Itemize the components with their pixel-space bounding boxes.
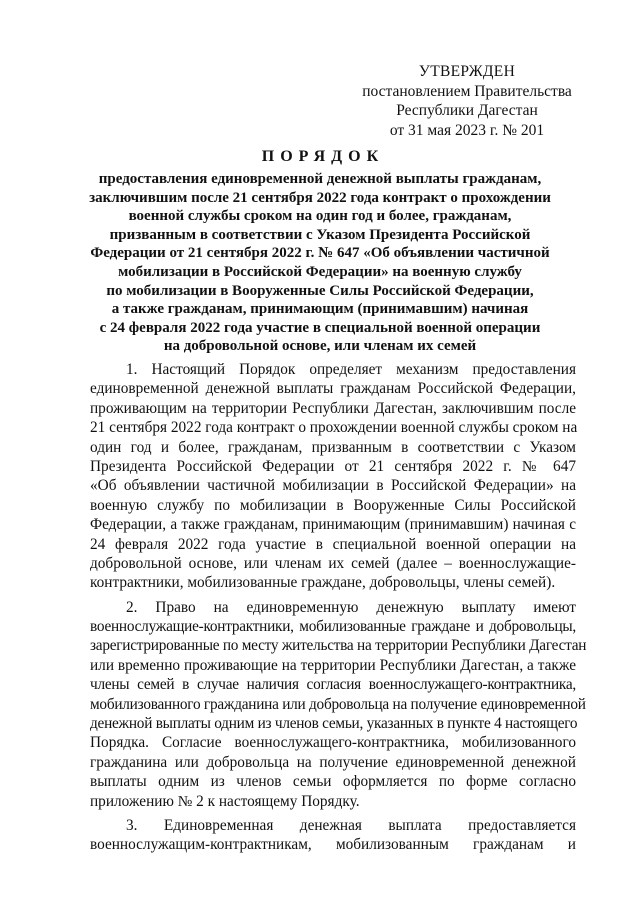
approval-line: Республики Дагестан bbox=[396, 102, 538, 119]
approval-stamp bbox=[362, 62, 572, 140]
paragraph-line: Федерации, а также гражданам, принимающим (принимавшим) начиная с bbox=[90, 516, 576, 534]
paragraph-line: выплаты одним из членов семьи оформляется по форме согласно bbox=[90, 773, 576, 791]
paragraph-line: военнослужащие-контрактники, мобилизованные граждане и добровольцы, bbox=[90, 618, 576, 636]
subtitle-line: заключившим после 21 сентября 2022 года контракт о прохождении bbox=[89, 189, 551, 206]
paragraph-line: «Об объявлении частичной мобилизации в Российской Федерации» на bbox=[90, 477, 576, 495]
document-body bbox=[90, 360, 587, 855]
paragraph-line: приложению № 2 к настоящему Порядку. bbox=[90, 792, 360, 810]
paragraph-line: Порядка. Согласие военнослужащего-контрактника, мобилизованного bbox=[90, 734, 576, 752]
paragraph-line: гражданина или добровольца на получение единовременной денежной bbox=[90, 753, 576, 771]
subtitle-line: на добровольной основе, или членам их семей bbox=[163, 338, 477, 355]
subtitle-line: предоставления единовременной денежной выплаты гражданам, bbox=[98, 171, 542, 187]
subtitle-line: а также гражданам, принимающим (принимавшим) начиная bbox=[111, 301, 529, 318]
paragraph-line: контрактники, мобилизованные граждане, добровольцы, члены семей). bbox=[90, 574, 556, 592]
subtitle-line: мобилизации в Российской Федерации» на военную службу bbox=[118, 263, 522, 280]
paragraph-line: один год и более, гражданам, призванным в соответствии с Указом bbox=[90, 438, 576, 456]
paragraph-line: денежной выплаты одним из членов семьи, указанных в пункте 4 настоящего bbox=[90, 715, 578, 733]
paragraph-line: члены семей в случае наличия согласия военнослужащего-контрактника, bbox=[90, 676, 576, 694]
subtitle-line: военной службы сроком на один год и более, гражданам, bbox=[128, 208, 512, 225]
document-subtitle bbox=[80, 170, 560, 356]
subtitle-line: по мобилизации в Вооруженные Силы Российской Федерации, bbox=[106, 282, 534, 299]
paragraph-line: 3. Единовременная денежная выплата предоставляется bbox=[126, 816, 576, 834]
paragraph-line: единовременной денежной выплаты гражданам Российской Федерации, bbox=[90, 380, 576, 398]
paragraph-line: 2. Право на единовременную денежную выплату имеют bbox=[126, 598, 576, 616]
paragraph-line: мобилизованного гражданина или добровольца на получение единовременной bbox=[90, 695, 586, 713]
subtitle-line: с 24 февраля 2022 года участие в специальной военной операции bbox=[99, 319, 541, 336]
paragraph-line: зарегистрированные по месту жительства на территории Республики Дагестан bbox=[90, 637, 587, 655]
paragraph-line: добровольной основе, или членам их семей (далее – военнослужащие- bbox=[90, 554, 576, 572]
paragraph-line: 1. Настоящий Порядок определяет механизм предоставления bbox=[126, 361, 576, 378]
paragraph-2 bbox=[90, 598, 587, 811]
paragraph-3 bbox=[90, 816, 576, 855]
paragraph-1 bbox=[90, 360, 576, 593]
paragraph-line: или временно проживающие на территории Республики Дагестан, а также bbox=[90, 656, 576, 674]
paragraph-line: проживающим на территории Республики Дагестан, заключившим после bbox=[90, 399, 576, 417]
approval-date: от 31 мая 2023 г. № 201 bbox=[389, 121, 545, 139]
paragraph-line: Президента Российской Федерации от 21 сентября 2022 г. № 647 bbox=[90, 457, 576, 475]
approval-line: постановлением Правительства bbox=[362, 82, 572, 100]
paragraph-line: военную службу по мобилизации в Вооруженные Силы Российской bbox=[90, 496, 576, 514]
subtitle-line: призванным в соответствии с Указом Президента Российской bbox=[109, 226, 531, 243]
paragraph-line: военнослужащим-контрактникам, мобилизованным гражданам и bbox=[90, 836, 576, 854]
paragraph-line: 21 сентября 2022 года контракт о прохождении военной службы сроком на bbox=[90, 419, 578, 437]
subtitle-line: Федерации от 21 сентября 2022 г. № 647 «Об объявлении частичной bbox=[90, 245, 550, 262]
approval-heading: УТВЕРЖДЕН bbox=[418, 63, 516, 80]
document-title: ПОРЯДОК bbox=[261, 148, 385, 165]
paragraph-line: 24 февраля 2022 года участие в специальной военной операции на bbox=[90, 535, 576, 553]
